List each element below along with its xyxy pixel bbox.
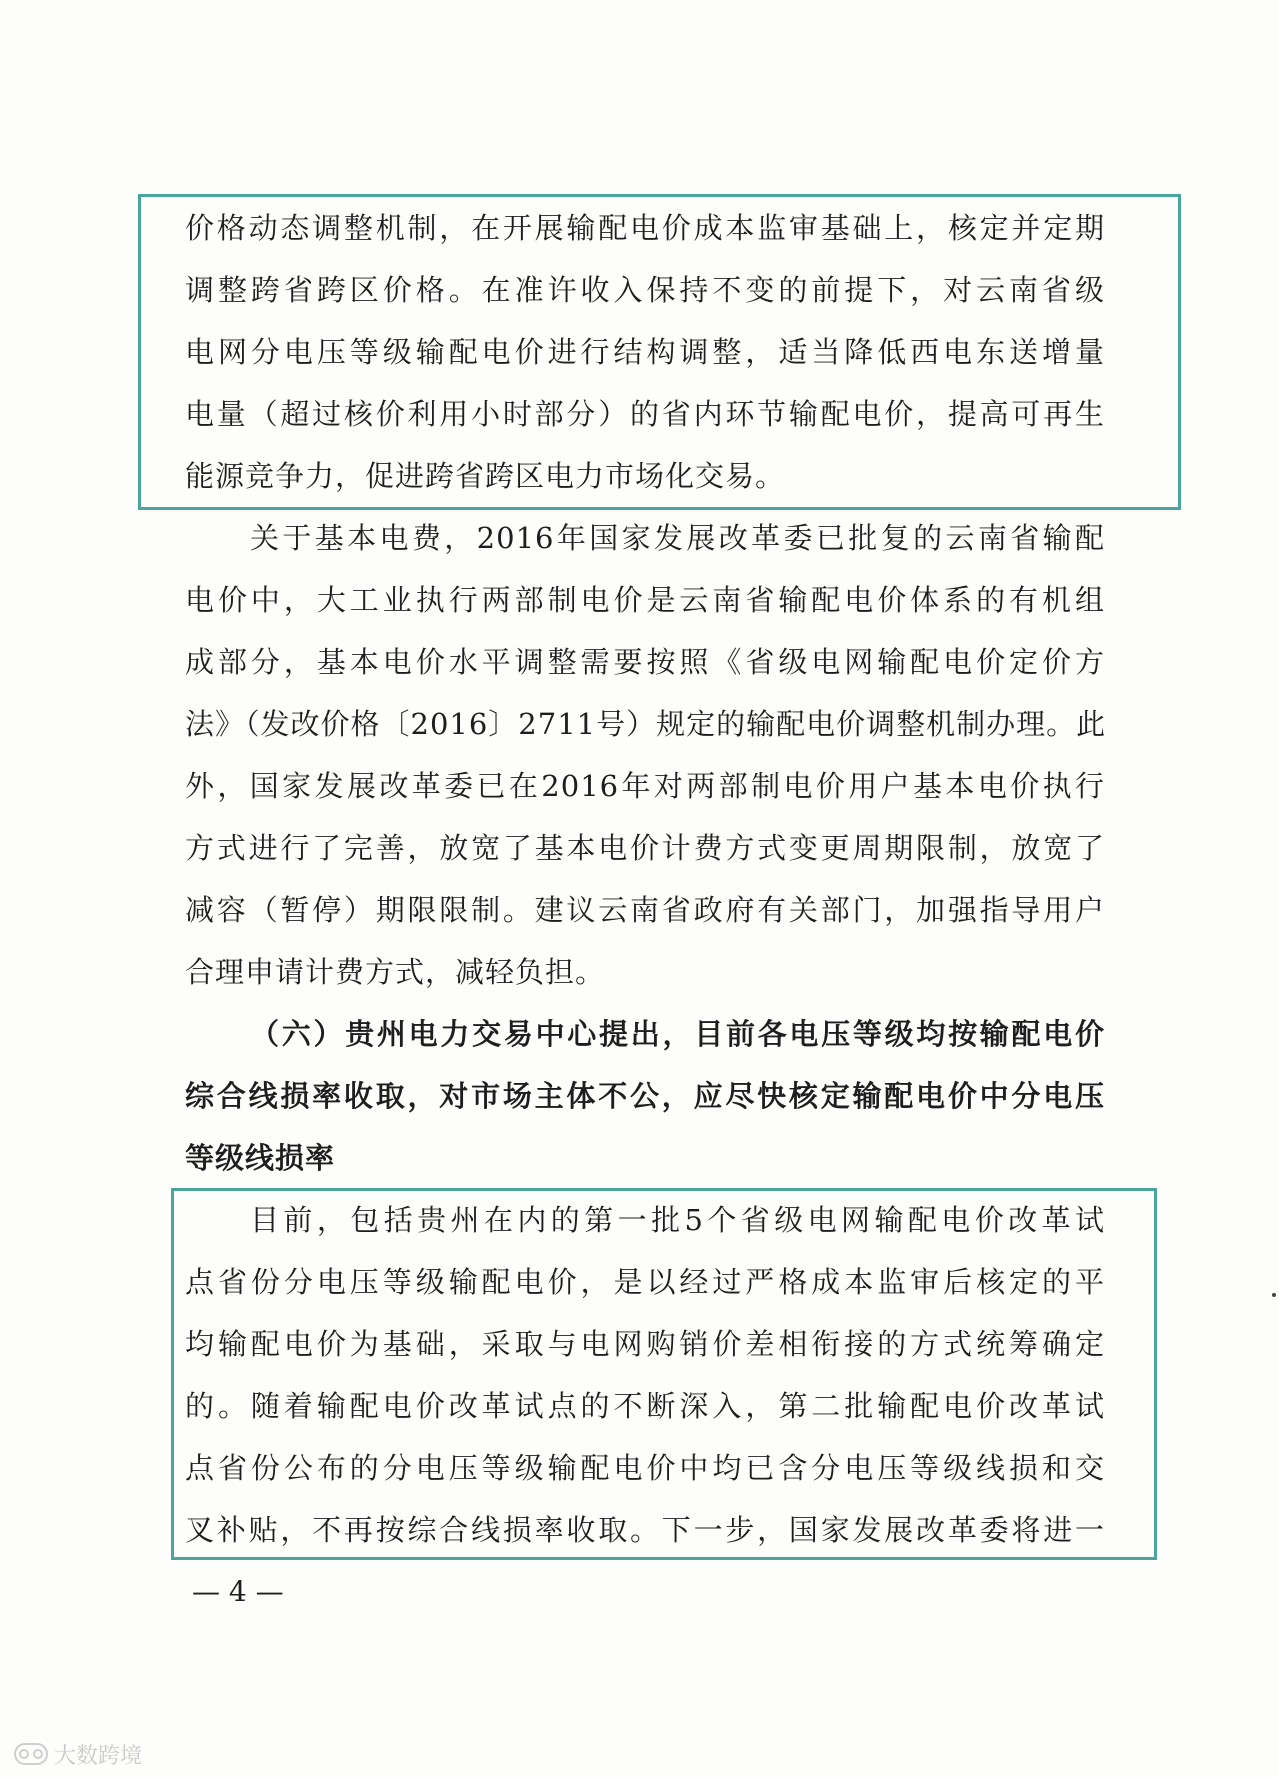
text-line: 目前，包括贵州在内的第一批5个省级电网输配电价改革试 [250,1203,1105,1237]
page-number: — 4 — [192,1575,284,1608]
text-line: 调整跨省跨区价格。在准许收入保持不变的前提下，对云南省级 [185,273,1105,307]
section-heading-line: （六）贵州电力交易中心提出，目前各电压等级均按输配电价 [250,1017,1105,1051]
watermark-logo-icon [14,1743,48,1765]
text-line: 关于基本电费，2016年国家发展改革委已批复的云南省输配 [250,521,1105,555]
text-line: 外，国家发展改革委已在2016年对两部制电价用户基本电价执行 [185,769,1105,803]
text-line: 价格动态调整机制，在开展输配电价成本监审基础上，核定并定期 [185,211,1105,245]
text-line: 法》（发改价格〔2016〕2711号）规定的输配电价调整机制办理。此 [185,707,1107,741]
text-line: 减容（暂停）期限限制。建议云南省政府有关部门，加强指导用户 [185,893,1105,927]
text-line: 电量（超过核价利用小时部分）的省内环节输配电价，提高可再生 [185,397,1105,431]
highlight-box-bottom [171,1188,1157,1560]
watermark-text: 大数跨境 [54,1743,143,1769]
text-line: 电价中，大工业执行两部制电价是云南省输配电价体系的有机组 [185,583,1105,617]
text-line: 合理申请计费方式，减轻负担。 [185,955,606,989]
section-heading-line: 综合线损率收取，对市场主体不公，应尽快核定输配电价中分电压 [185,1079,1105,1113]
section-heading-line: 等级线损率 [185,1141,336,1175]
text-line: 点省份分电压等级输配电价，是以经过严格成本监审后核定的平 [185,1265,1105,1299]
text-line: 能源竞争力，促进跨省跨区电力市场化交易。 [185,459,786,493]
text-line: 的。随着输配电价改革试点的不断深入，第二批输配电价改革试 [185,1389,1105,1423]
text-line: 均输配电价为基础，采取与电网购销价差相衔接的方式统筹确定 [185,1327,1105,1361]
text-line: 点省份公布的分电压等级输配电价中均已含分电压等级线损和交 [185,1451,1105,1485]
scan-speck [1272,1293,1276,1297]
text-line: 成部分，基本电价水平调整需要按照《省级电网输配电价定价方 [185,645,1105,679]
text-line: 叉补贴，不再按综合线损率收取。下一步，国家发展改革委将进一 [185,1513,1105,1547]
text-line: 方式进行了完善，放宽了基本电价计费方式变更周期限制，放宽了 [185,831,1105,865]
text-line: 电网分电压等级输配电价进行结构调整，适当降低西电东送增量 [185,335,1105,369]
watermark [14,1738,142,1770]
